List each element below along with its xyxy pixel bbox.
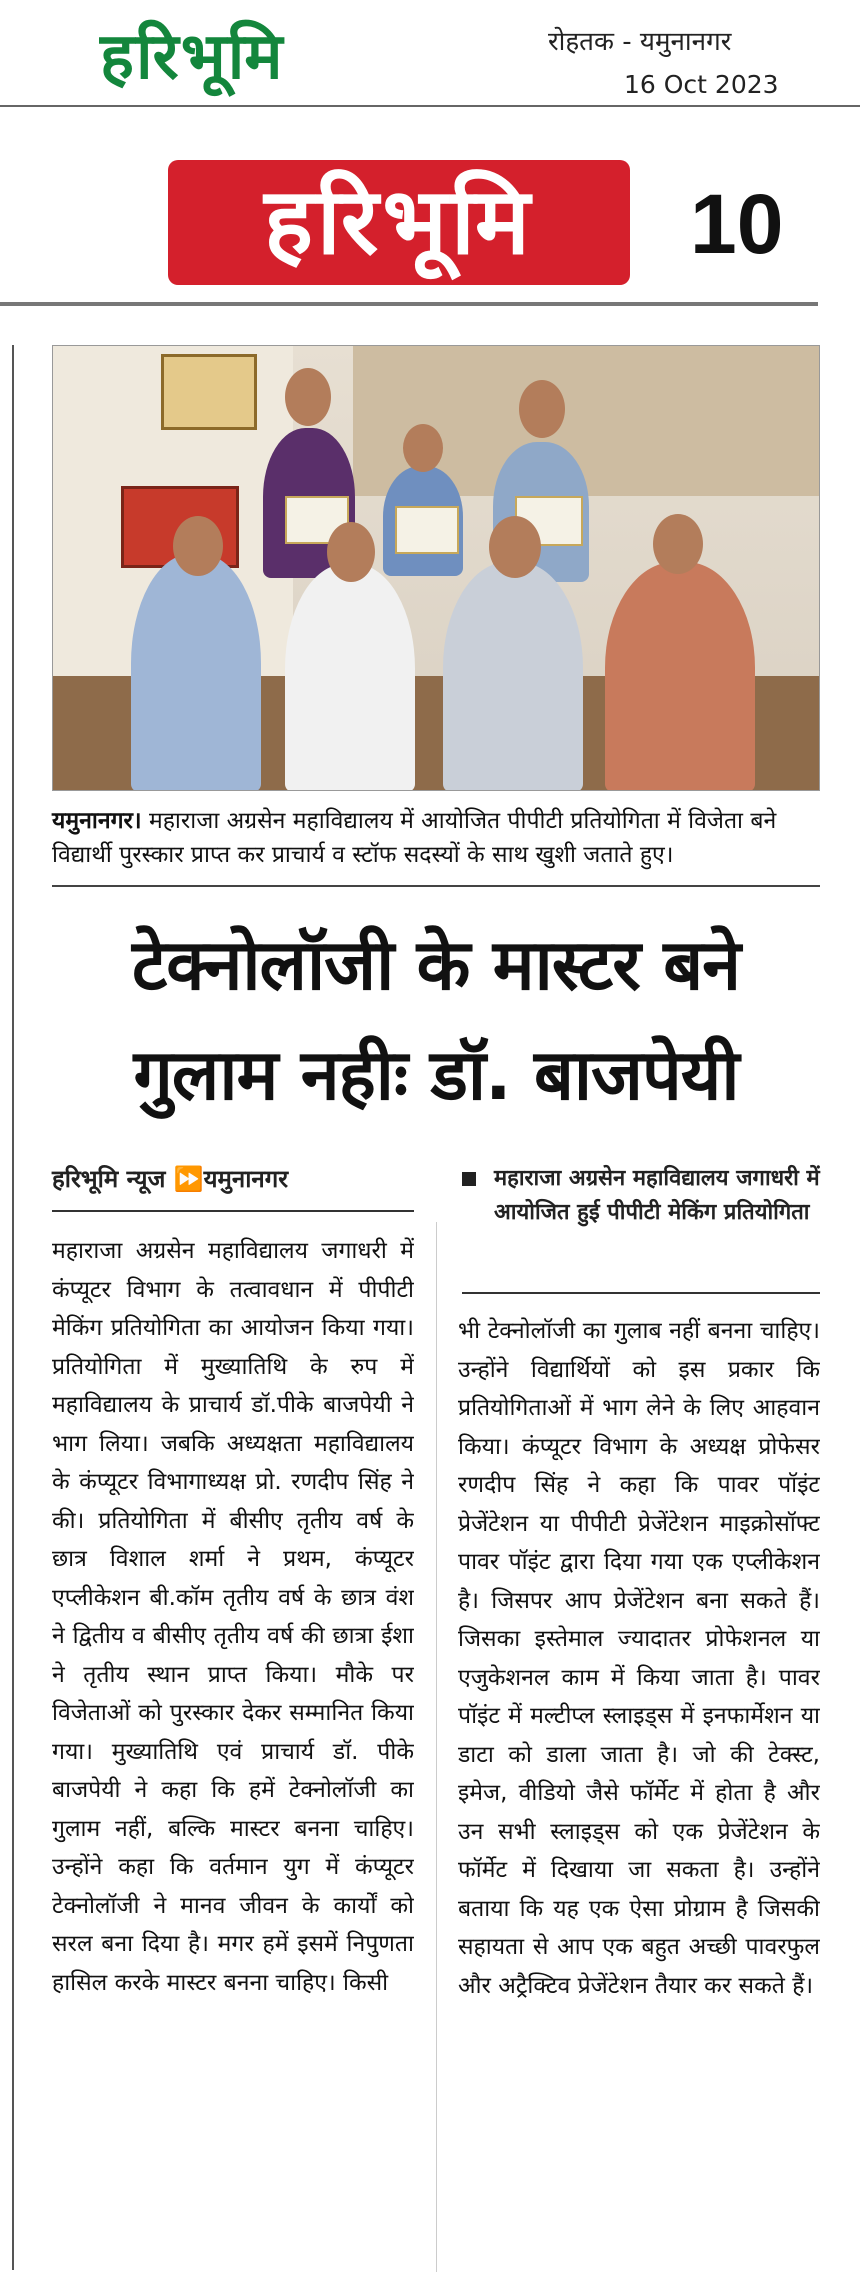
left-column-edge — [12, 345, 14, 2270]
person-seated-2 — [285, 564, 415, 791]
news-photo — [52, 345, 820, 791]
brand-logo: हरिभूमि — [100, 20, 285, 94]
headline-line-2: गुलाम नहीः डॉ. बाजपेयी — [133, 1034, 739, 1116]
page-number: 10 — [690, 177, 784, 271]
masthead-divider — [0, 302, 818, 306]
edition-label: रोहतक - यमुनानगर — [548, 27, 732, 57]
article-column-2: भी टेक्नोलॉजी का गुलाब नहीं बनना चाहिए। उन्होंने विद्यार्थियों को इस प्रकार कि प्रतियोगिताओं में भाग लेने के लिए आहवान किया। कंप्यूटर विभाग के अध्यक्ष प्रोफेसर रणदीप सिंह ने कहा कि पावर पॉइंट प्रेजेंटेशन या पीपीटी प्रेजेंटेशन माइक्रोसॉफ्ट पावर पॉइंट द्वारा दिया गया एक एप्लीकेशन है। जिसपर आप प्रेजेंटेशन बना सकते हैं। जिसका इस्तेमाल ज्यादातर प्रोफेशनल या एजुकेशनल काम में किया जाता है। पावर पॉइंट में मल्टीप्ल स्लाइड्स में इनफार्मेशन या डाटा को डाला जाता है। जो की टेक्स्ट, इमेज, वीडियो जैसे फॉर्मेट में होता है और उन सभी स्लाइड्स को एक प्रेजेंटेशन के फॉर्मेट में दिखाया जा सकता है। उन्होंने बताया कि यह एक ऐसा प्रोग्राम है जिसकी सहायता से आप एक बहुत अच्छी पावरफुल और अट्रैक्टिव प्रेजेंटेशन तैयार कर सकते हैं। — [458, 1318, 820, 1999]
highlight-divider — [462, 1292, 820, 1294]
certificate-2 — [395, 506, 459, 554]
top-divider — [0, 105, 860, 107]
headline-line-1: टेक्नोलॉजी के मास्टर बने — [131, 924, 741, 1006]
caption-divider — [52, 885, 820, 887]
top-bar — [0, 0, 860, 104]
person-seated-3 — [443, 562, 583, 791]
byline-divider — [52, 1210, 414, 1212]
byline: हरिभूमि न्यूज ⏩यमुनानगर — [52, 1165, 289, 1193]
person-seated-1 — [131, 554, 261, 791]
masthead-logo — [168, 160, 630, 285]
highlight-box: महाराजा अग्रसेन महाविद्यालय जगाधरी में आयोजित हुई पीपीटी मेकिंग प्रतियोगिता — [494, 1166, 820, 1225]
person-seated-4 — [605, 562, 755, 791]
headline — [52, 910, 820, 1130]
photo-caption — [52, 804, 820, 872]
column-divider — [436, 1222, 437, 2272]
caption-place: यमुनानगर। — [52, 808, 142, 834]
notice-board — [161, 354, 257, 430]
article-column-1: महाराजा अग्रसेन महाविद्यालय जगाधरी में कंप्यूटर विभाग के तत्वावधान में पीपीटी मेकिंग प्रतियोगिता का आयोजन किया गया। प्रतियोगिता में मुख्यातिथि के रुप में महाविद्यालय के प्राचार्य डॉ.पीके बाजपेयी ने भाग लिया। जबकि अध्यक्षता महाविद्यालय के कंप्यूटर विभागाध्यक्ष प्रो. रणदीप सिंह ने की। प्रतियोगिता में बीसीए तृतीय वर्ष के छात्र विशाल शर्मा ने प्रथम, कंप्यूटर एप्लीकेशन बी.कॉम तृतीय वर्ष के छात्र वंश ने द्वितीय व बीसीए तृतीय वर्ष की छात्रा ईशा ने तृतीय स्थान प्राप्त किया। मौके पर विजेताओं को पुरस्कार देकर सम्मानित किया गया। मुख्यातिथि एवं प्राचार्य डॉ. पीके बाजपेयी ने कहा कि हमें टेक्नोलॉजी का गुलाम नहीं, बल्कि मास्टर बनना चाहिए। उन्होंने कहा कि वर्तमान युग में कंप्यूटर टेक्नोलॉजी ने मानव जीवन के कार्यों को सरल बना दिया है। मगर हमें इसमें निपुणता हासिल करके मास्टर बनना चाहिए। किसी — [52, 1238, 414, 1996]
caption-text: महाराजा अग्रसेन महाविद्यालय में आयोजित पीपीटी प्रतियोगिता में विजेता बने विद्यार्थी पुरस्कार प्राप्त कर प्राचार्य व स्टॉफ सदस्यों के साथ खुशी जताते हुए। — [52, 808, 777, 868]
masthead-brand: हरिभूमि — [264, 168, 534, 275]
publication-date: 16 Oct 2023 — [624, 70, 779, 99]
